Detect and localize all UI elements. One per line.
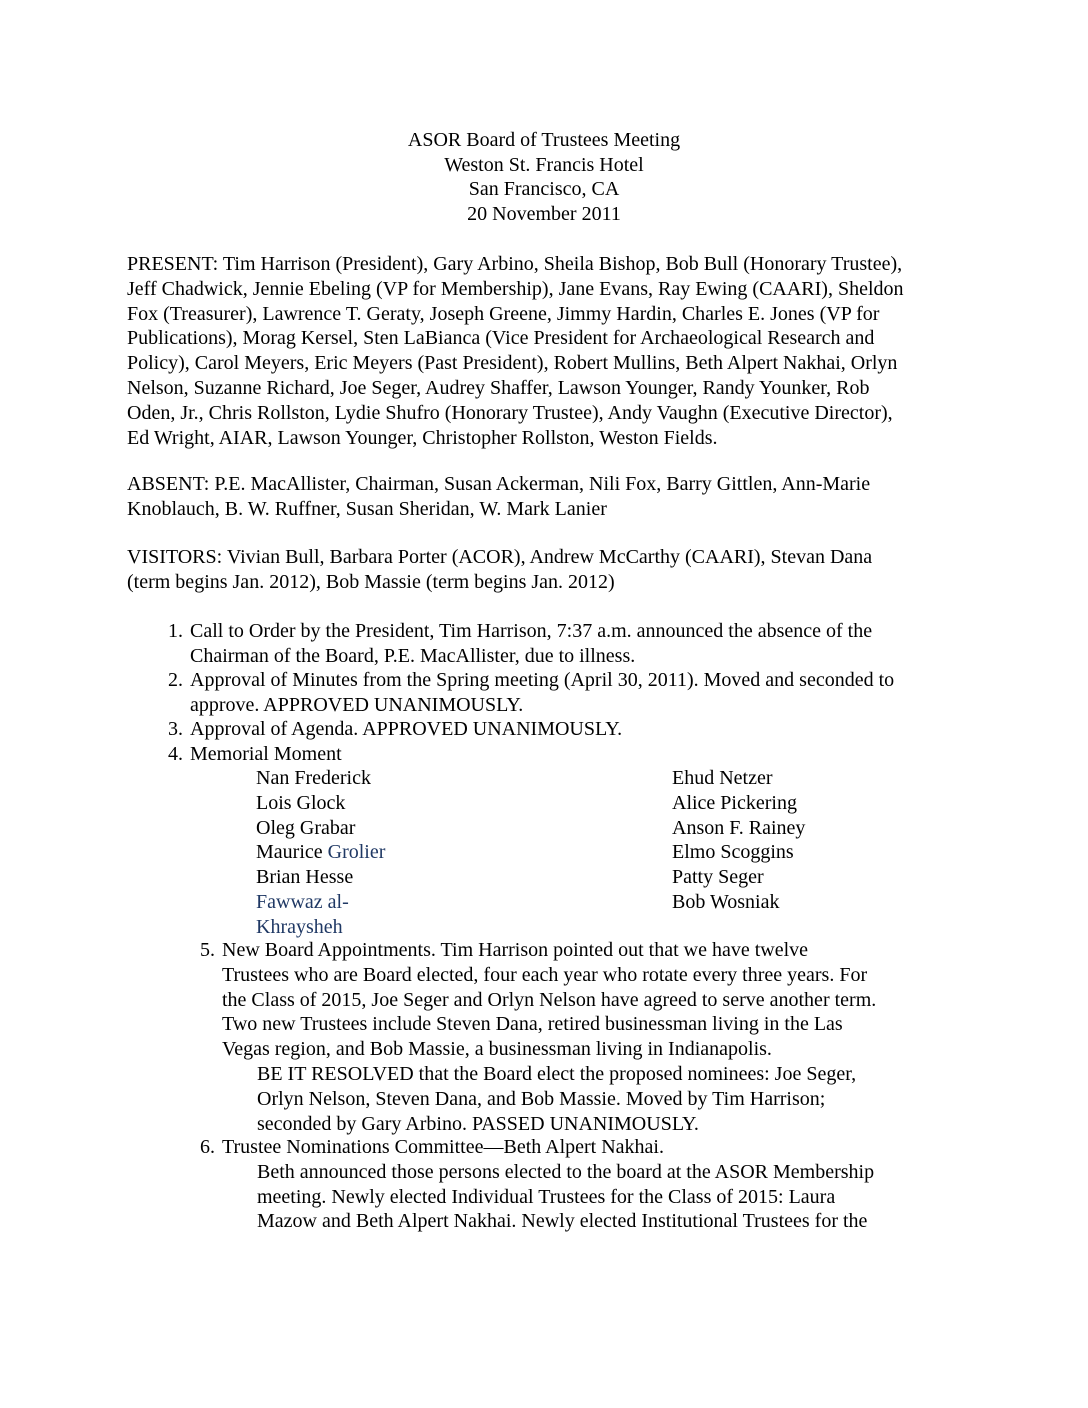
meeting-date: 20 November 2011 <box>467 202 621 225</box>
memorial-name: Brian Hesse <box>256 866 354 889</box>
item-line: approve. APPROVED UNANIMOUSLY. <box>190 693 524 716</box>
memorial-names-right <box>672 766 805 915</box>
present-paragraph <box>127 252 972 450</box>
memorial-name: Nan Frederick <box>256 767 371 789</box>
item-number: 4. <box>168 743 183 765</box>
item-line: New Board Appointments. Tim Harrison pointed out that we have twelve <box>222 939 809 961</box>
absent-line: Knoblauch, B. W. Ruffner, Susan Sheridan, W. Mark Lanier <box>127 497 607 520</box>
memorial-name: Anson F. Rainey <box>672 816 806 839</box>
memorial-name: Elmo Scoggins <box>672 841 794 864</box>
item-text <box>190 619 872 669</box>
item-text <box>190 668 894 718</box>
visitors-paragraph <box>127 545 972 595</box>
present-line: Ed Wright, AIAR, Lawson Younger, Christopher Rollston, Weston Fields. <box>127 426 718 449</box>
item-text <box>222 1135 874 1234</box>
nominations-line: Beth announced those persons elected to the board at the ASOR Membership <box>257 1160 875 1183</box>
item-number: 2. <box>168 669 183 691</box>
memorial-name: Alice Pickering <box>672 791 797 814</box>
item-line: the Class of 2015, Joe Seger and Orlyn Nelson have agreed to serve another term. <box>222 988 877 1011</box>
item-line: Trustees who are Board elected, four each year who rotate every three years. For <box>222 963 868 986</box>
memorial-name-link: Grolier <box>327 841 386 864</box>
resolution-line: seconded by Gary Arbino. PASSED UNANIMOUSLY. <box>257 1112 699 1135</box>
item-text <box>190 742 342 767</box>
item-line: Two new Trustees include Steven Dana, retired businessman living in the Las <box>222 1013 843 1036</box>
item-number: 1. <box>168 620 183 642</box>
item-number: 6. <box>200 1136 215 1158</box>
meeting-venue: Weston St. Francis Hotel <box>444 153 644 176</box>
resolution-line: BE IT RESOLVED that the Board elect the proposed nominees: Joe Seger, <box>257 1062 857 1085</box>
memorial-name: Oleg Grabar <box>256 816 356 839</box>
present-line: Nelson, Suzanne Richard, Joe Seger, Audrey Shaffer, Lawson Younger, Randy Younker, Rob <box>127 376 870 399</box>
meeting-city: San Francisco, CA <box>468 178 620 200</box>
memorial-name-first: Maurice <box>256 841 328 864</box>
present-line: Policy), Carol Meyers, Eric Meyers (Past President), Robert Mullins, Beth Alpert Nakhai, Orlyn <box>127 352 898 375</box>
resolution-line: Orlyn Nelson, Steven Dana, and Bob Massie. Moved by Tim Harrison; <box>257 1087 826 1110</box>
item-line: Trustee Nominations Committee—Beth Alpert Nakhai. <box>222 1136 664 1158</box>
memorial-name: Ehud Netzer <box>672 767 773 789</box>
visitors-line: VISITORS: Vivian Bull, Barbara Porter (ACOR), Andrew McCarthy (CAARI), Stevan Dana <box>127 546 873 568</box>
memorial-name <box>256 840 385 865</box>
item-text <box>190 717 622 742</box>
item-line: Call to Order by the President, Tim Harrison, 7:37 a.m. announced the absence of the <box>190 620 873 642</box>
item-line: Vegas region, and Bob Massie, a businessman living in Indianapolis. <box>222 1038 772 1061</box>
nominations-body <box>222 1160 874 1234</box>
item-line: Chairman of the Board, P.E. MacAllister, due to illness. <box>190 644 636 667</box>
nominations-line: Mazow and Beth Alpert Nakhai. Newly elected Institutional Trustees for the <box>257 1210 868 1233</box>
present-line: Fox (Treasurer), Lawrence T. Geraty, Joseph Greene, Jimmy Hardin, Charles E. Jones (VP for <box>127 302 880 325</box>
memorial-name: Patty Seger <box>672 866 764 889</box>
document-header <box>0 128 1088 226</box>
memorial-name: Lois Glock <box>256 791 346 814</box>
memorial-name-link: Fawwaz al- <box>256 890 349 913</box>
memorial-name-link: Khraysheh <box>256 915 343 938</box>
absent-paragraph <box>127 472 972 522</box>
present-line: Oden, Jr., Chris Rollston, Lydie Shufro (Honorary Trustee), Andy Vaughn (Executive Director), <box>127 401 893 424</box>
visitors-line: (term begins Jan. 2012), Bob Massie (term begins Jan. 2012) <box>127 570 615 593</box>
memorial-name: Bob Wosniak <box>672 890 780 913</box>
nominations-line: meeting. Newly elected Individual Trustees for the Class of 2015: Laura <box>257 1185 836 1208</box>
meeting-title: ASOR Board of Trustees Meeting <box>407 129 681 151</box>
resolution-block <box>222 1062 876 1136</box>
item-line: Approval of Agenda. APPROVED UNANIMOUSLY. <box>190 718 623 740</box>
absent-line: ABSENT: P.E. MacAllister, Chairman, Susan Ackerman, Nili Fox, Barry Gittlen, Ann-Marie <box>127 473 871 495</box>
present-line: Jeff Chadwick, Jennie Ebeling (VP for Membership), Jane Evans, Ray Ewing (CAARI), Sheldon <box>127 277 904 300</box>
present-line: Publications), Morag Kersel, Sten LaBianca (Vice President for Archaeological Research and <box>127 327 875 350</box>
memorial-names-left <box>256 766 385 940</box>
present-line: PRESENT: Tim Harrison (President), Gary Arbino, Sheila Bishop, Bob Bull (Honorary Trustee), <box>127 253 903 275</box>
item-number: 3. <box>168 718 183 740</box>
item-line: Approval of Minutes from the Spring meeting (April 30, 2011). Moved and seconded to <box>190 669 895 691</box>
item-text <box>222 938 876 1136</box>
item-line: Memorial Moment <box>190 743 342 765</box>
item-number: 5. <box>200 939 215 961</box>
